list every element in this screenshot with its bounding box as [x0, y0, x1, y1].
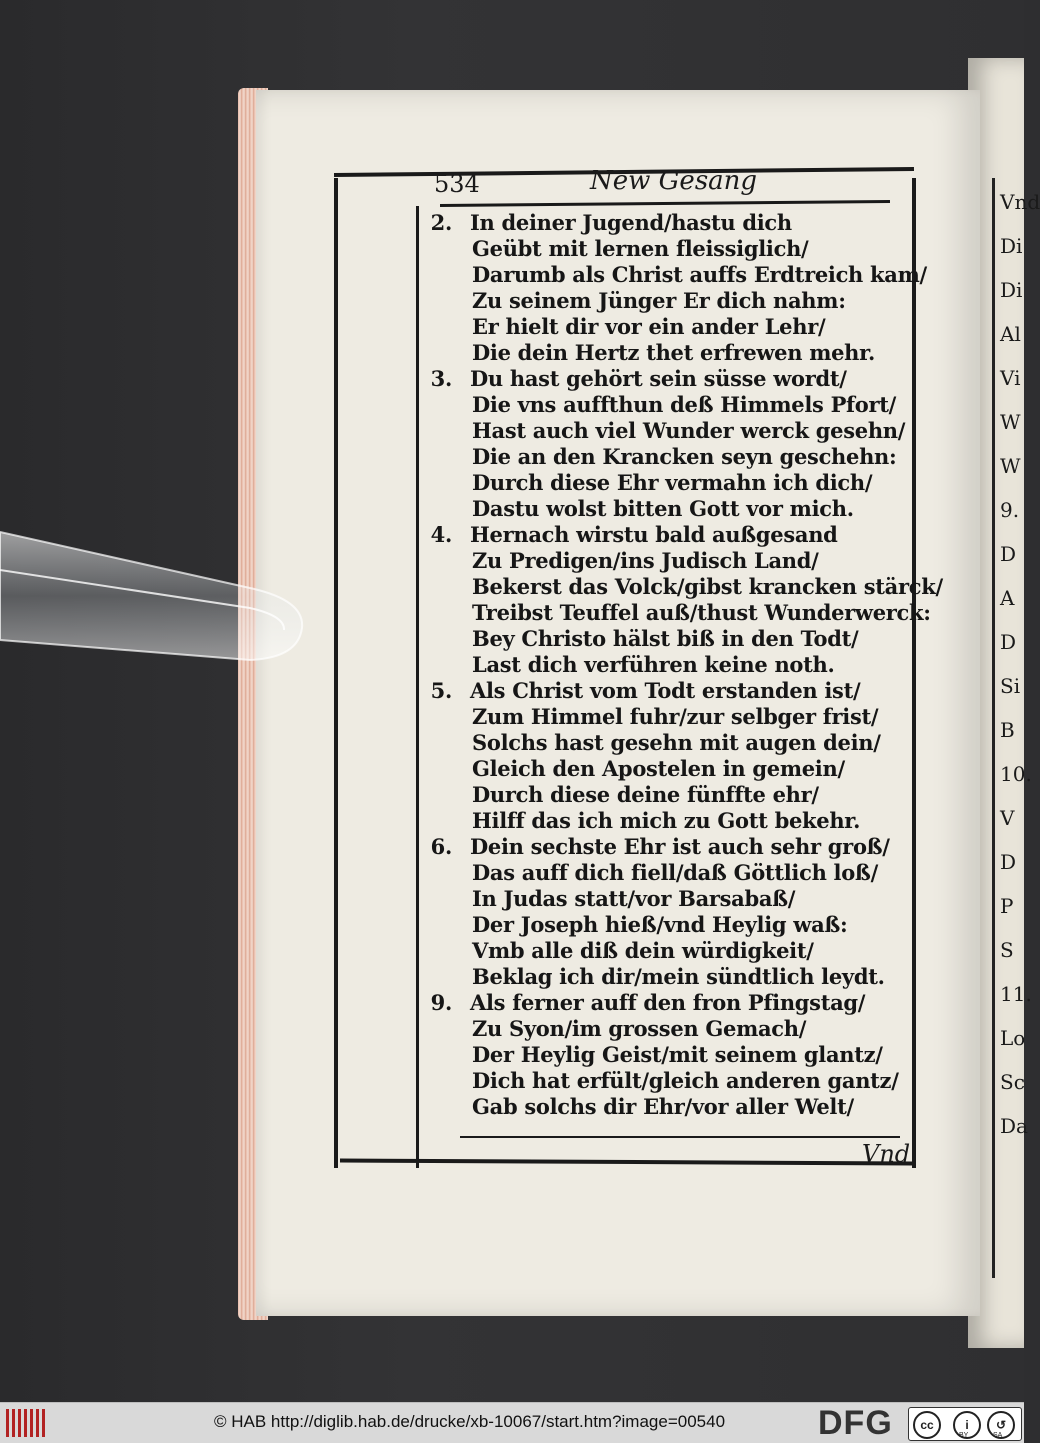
verse-line — [430, 340, 900, 366]
running-title: New Gesang — [590, 166, 758, 196]
facing-page-fragment: 10. — [1000, 762, 1032, 786]
verse-line — [430, 808, 900, 834]
margin-rule — [416, 206, 419, 1168]
verse-text: Last dich verführen keine noth. — [472, 652, 835, 677]
verse-line — [430, 626, 900, 652]
verse-number: 5. — [430, 678, 452, 703]
facing-page-fragment: Vnd — [1000, 190, 1040, 214]
verse-line — [430, 990, 900, 1016]
facing-page-fragment: W — [1000, 454, 1021, 478]
facing-page-fragment: Sc — [1000, 1070, 1025, 1094]
facing-page-fragment: B — [1000, 718, 1015, 742]
verse-line — [430, 730, 900, 756]
verse-line — [430, 548, 900, 574]
facing-page-fragment: D — [1000, 850, 1017, 874]
verse-line — [430, 912, 900, 938]
verse-line — [430, 600, 931, 626]
verse-text: Hernach wirstu bald außgesand — [470, 522, 838, 547]
verse-line — [430, 886, 900, 912]
text-bottom-rule — [460, 1136, 900, 1138]
facing-page-fragment: Si — [1000, 674, 1021, 698]
verse-line — [430, 236, 900, 262]
facing-page-fragment: Di — [1000, 278, 1023, 302]
sa-label: SA — [993, 1432, 1003, 1439]
verse-line — [430, 418, 906, 444]
facing-page-fragment: D — [1000, 630, 1017, 654]
by-icon: i — [953, 1411, 981, 1439]
verse-text: Vmb alle diß dein würdigkeit/ — [472, 938, 814, 963]
facing-page-fragment: 9. — [1000, 498, 1020, 522]
verse-text: Er hielt dir vor ein ander Lehr/ — [472, 314, 826, 339]
facing-page-fragment: S — [1000, 938, 1014, 962]
verse-line — [430, 704, 900, 730]
facing-page-fragment: Lo — [1000, 1026, 1026, 1050]
verse-text: Dein sechste Ehr ist auch sehr groß/ — [470, 834, 890, 859]
verse-text: In Judas statt/vor Barsabaß/ — [472, 886, 796, 911]
verse-text: Zu Syon/im grossen Gemach/ — [472, 1016, 807, 1041]
verse-line — [430, 756, 900, 782]
verse-text: Die dein Hertz thet erfrewen mehr. — [472, 340, 876, 365]
verse-line — [430, 1042, 900, 1068]
verse-number: 3. — [430, 366, 452, 391]
verse-text: Als Christ vom Todt erstanden ist/ — [470, 678, 861, 703]
verse-text: Das auff dich fiell/daß Göttlich loß/ — [472, 860, 878, 885]
facing-page-fragment: 11. — [1000, 982, 1032, 1006]
verse-text: Geübt mit lernen fleissiglich/ — [472, 236, 809, 261]
verse-text: Gleich den Apostelen in gemein/ — [472, 756, 845, 781]
verse-line — [430, 522, 900, 548]
verse-text: Treibst Teuffel auß/thust Wunderwerck: — [472, 600, 931, 625]
verse-line — [430, 1068, 900, 1094]
verse-line — [430, 392, 900, 418]
facing-page-fragment: V — [1000, 806, 1015, 830]
footer-bar — [0, 1402, 1024, 1443]
verse-line — [430, 470, 900, 496]
verse-text: Hilff das ich mich zu Gott bekehr. — [472, 808, 861, 833]
verse-line — [430, 938, 900, 964]
verse-line — [430, 782, 900, 808]
verse-line — [430, 834, 900, 860]
facing-page-fragment: Da — [1000, 1114, 1028, 1138]
facing-page-fragment: W — [1000, 410, 1021, 434]
facing-page-fragment: D — [1000, 542, 1017, 566]
verse-line — [430, 496, 900, 522]
cc-license-badge[interactable] — [908, 1407, 1022, 1441]
verse-text: Die an den Krancken seyn geschehn: — [472, 444, 897, 469]
verse-text: Zu Predigen/ins Judisch Land/ — [472, 548, 819, 573]
catchword: Vnd — [862, 1140, 911, 1168]
verse-text: Gab solchs dir Ehr/vor aller Welt/ — [472, 1094, 854, 1119]
verse-text: Zum Himmel fuhr/zur selbger frist/ — [472, 704, 879, 729]
facing-page-fragment: Di — [1000, 234, 1023, 258]
verse-line — [430, 314, 900, 340]
verse-line — [430, 366, 900, 392]
verse-text: Dich hat erfült/gleich anderen gantz/ — [472, 1068, 899, 1093]
verse-line — [430, 964, 900, 990]
verse-text: Der Joseph hieß/vnd Heylig waß: — [472, 912, 848, 937]
verse-number: 4. — [430, 522, 452, 547]
cc-icon: cc — [913, 1411, 941, 1439]
verse-number: 6. — [430, 834, 452, 859]
verse-line — [430, 288, 900, 314]
facing-page-fragment: A — [1000, 586, 1015, 610]
verse-text: Darumb als Christ auffs Erdtreich kam/ — [472, 262, 927, 287]
verse-text: Hast auch viel Wunder werck gesehn/ — [472, 418, 906, 443]
verse-text: Bekerst das Volck/gibst krancken stärck/ — [472, 574, 943, 599]
verse-line — [430, 1094, 900, 1120]
verse-line — [430, 574, 943, 600]
verse-text: Beklag ich dir/mein sündtlich leydt. — [472, 964, 885, 989]
facing-page-fragment: Al — [1000, 322, 1021, 346]
hab-logo-icon — [6, 1409, 46, 1437]
verse-text: Du hast gehört sein süsse wordt/ — [470, 366, 847, 391]
dfg-logo: DFG — [818, 1404, 893, 1442]
facing-page-fragment: Vi — [1000, 366, 1021, 390]
glass-page-holder — [0, 530, 310, 670]
verse-line — [430, 1016, 900, 1042]
verse-text: In deiner Jugend/hastu dich — [470, 210, 792, 235]
verse-line — [430, 210, 900, 236]
verse-text: Der Heylig Geist/mit seinem glantz/ — [472, 1042, 883, 1067]
verse-text: Bey Christo hälst biß in den Todt/ — [472, 626, 859, 651]
verse-line — [430, 860, 900, 886]
page-number: 534 — [434, 170, 480, 198]
sa-icon: ↺ — [987, 1411, 1015, 1439]
verse-text: Durch diese Ehr vermahn ich dich/ — [472, 470, 873, 495]
verse-number: 2. — [430, 210, 452, 235]
verse-number: 9. — [430, 990, 452, 1015]
verse-text: Zu seinem Jünger Er dich nahm: — [472, 288, 846, 313]
copyright-link[interactable]: © HAB http://diglib.hab.de/drucke/xb-10067/start.htm?image=00540 — [214, 1412, 726, 1431]
by-label: BY — [959, 1432, 969, 1439]
verse-text: Dastu wolst bitten Gott vor mich. — [472, 496, 854, 521]
verse-text: Als ferner auff den fron Pfingstag/ — [470, 990, 866, 1015]
verse-text: Durch diese deine fünffte ehr/ — [472, 782, 819, 807]
verse-text: Die vns auffthun deß Himmels Pfort/ — [472, 392, 897, 417]
verse-text: Solchs hast gesehn mit augen dein/ — [472, 730, 881, 755]
verse-line — [430, 262, 927, 288]
verse-line — [430, 444, 900, 470]
facing-page-fragment: P — [1000, 894, 1014, 918]
hymn-text — [430, 210, 943, 1120]
verse-line — [430, 678, 900, 704]
verse-line — [430, 652, 900, 678]
